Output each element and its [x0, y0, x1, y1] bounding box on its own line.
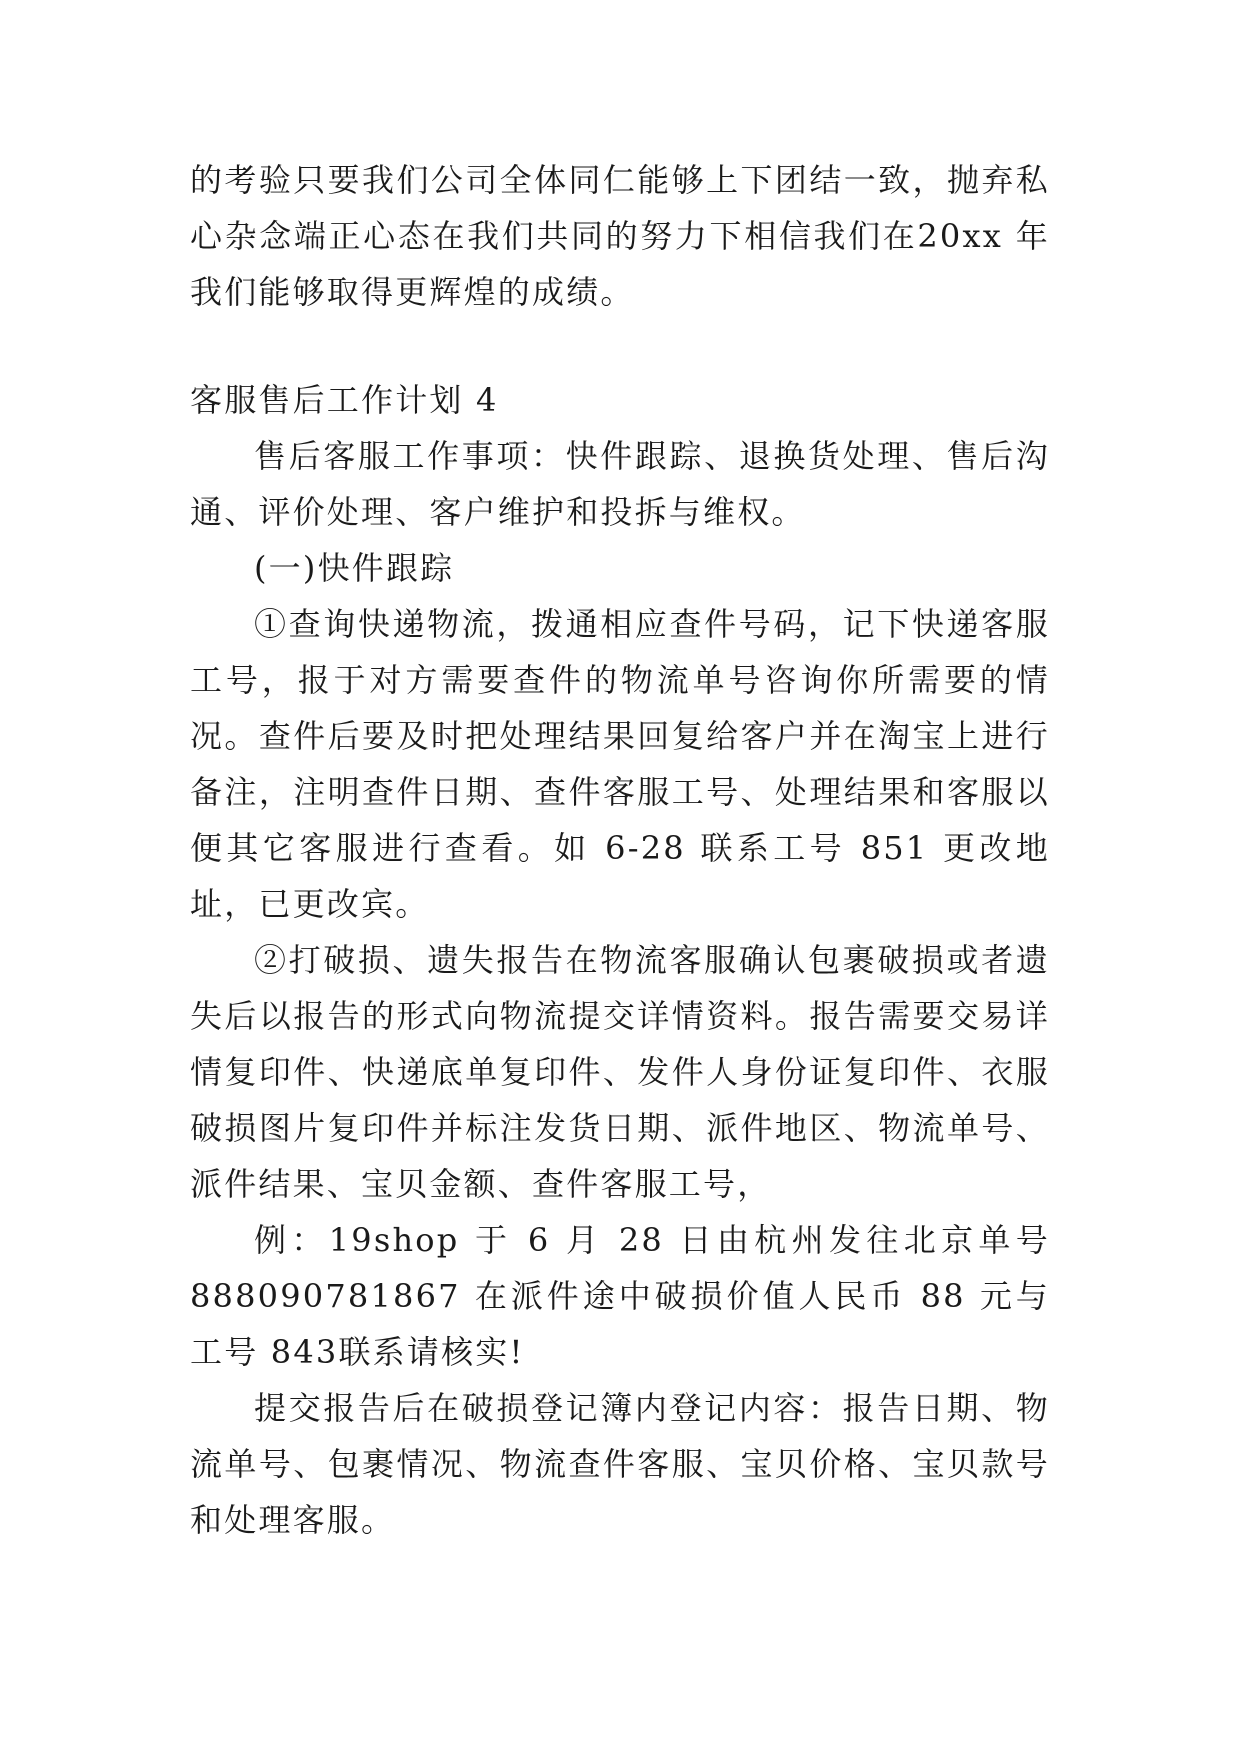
section-spacer	[190, 320, 1050, 372]
section-heading: 客服售后工作计划 4	[190, 381, 499, 419]
paragraph-registration: 提交报告后在破损登记簿内登记内容：报告日期、物流单号、包裹情况、物流查件客服、宝贝价格、宝贝款号和处理客服。	[190, 1389, 1050, 1539]
paragraph-query-logistics: ①查询快递物流，拨通相应查件号码，记下快递客服工号，报于对方需要查件的物流单号咨询你所需要的情况。查件后要及时把处理结果回复给客户并在淘宝上进行备注，注明查件日期、查件客服工号、处理结果和客服以便其它客服进行查看。如 6-28 联系工号 851 更改地址，已更改宾。	[190, 605, 1050, 923]
paragraph-damage-report: ②打破损、遗失报告在物流客服确认包裹破损或者遗失后以报告的形式向物流提交详情资料。报告需要交易详情复印件、快递底单复印件、发件人身份证复印件、衣服破损图片复印件并标注发货日期、派件地区、物流单号、派件结果、宝贝金额、查件客服工号，	[190, 941, 1050, 1203]
subsection-heading-tracking: (一)快件跟踪	[254, 549, 455, 587]
paragraph-work-items: 售后客服工作事项：快件跟踪、退换货处理、售后沟通、评价处理、客户维护和投拆与维权。	[190, 437, 1050, 531]
paragraph-example: 例：19shop 于 6 月 28 日由杭州发往北京单号888090781867 在派件途中破损价值人民币 88 元与工号 843联系请核实!	[190, 1221, 1050, 1371]
paragraph-continuation: 的考验只要我们公司全体同仁能够上下团结一致，抛弃私心杂念端正心态在我们共同的努力下相信我们在20xx 年我们能够取得更辉煌的成绩。	[190, 161, 1050, 311]
document-body	[190, 152, 1050, 1548]
